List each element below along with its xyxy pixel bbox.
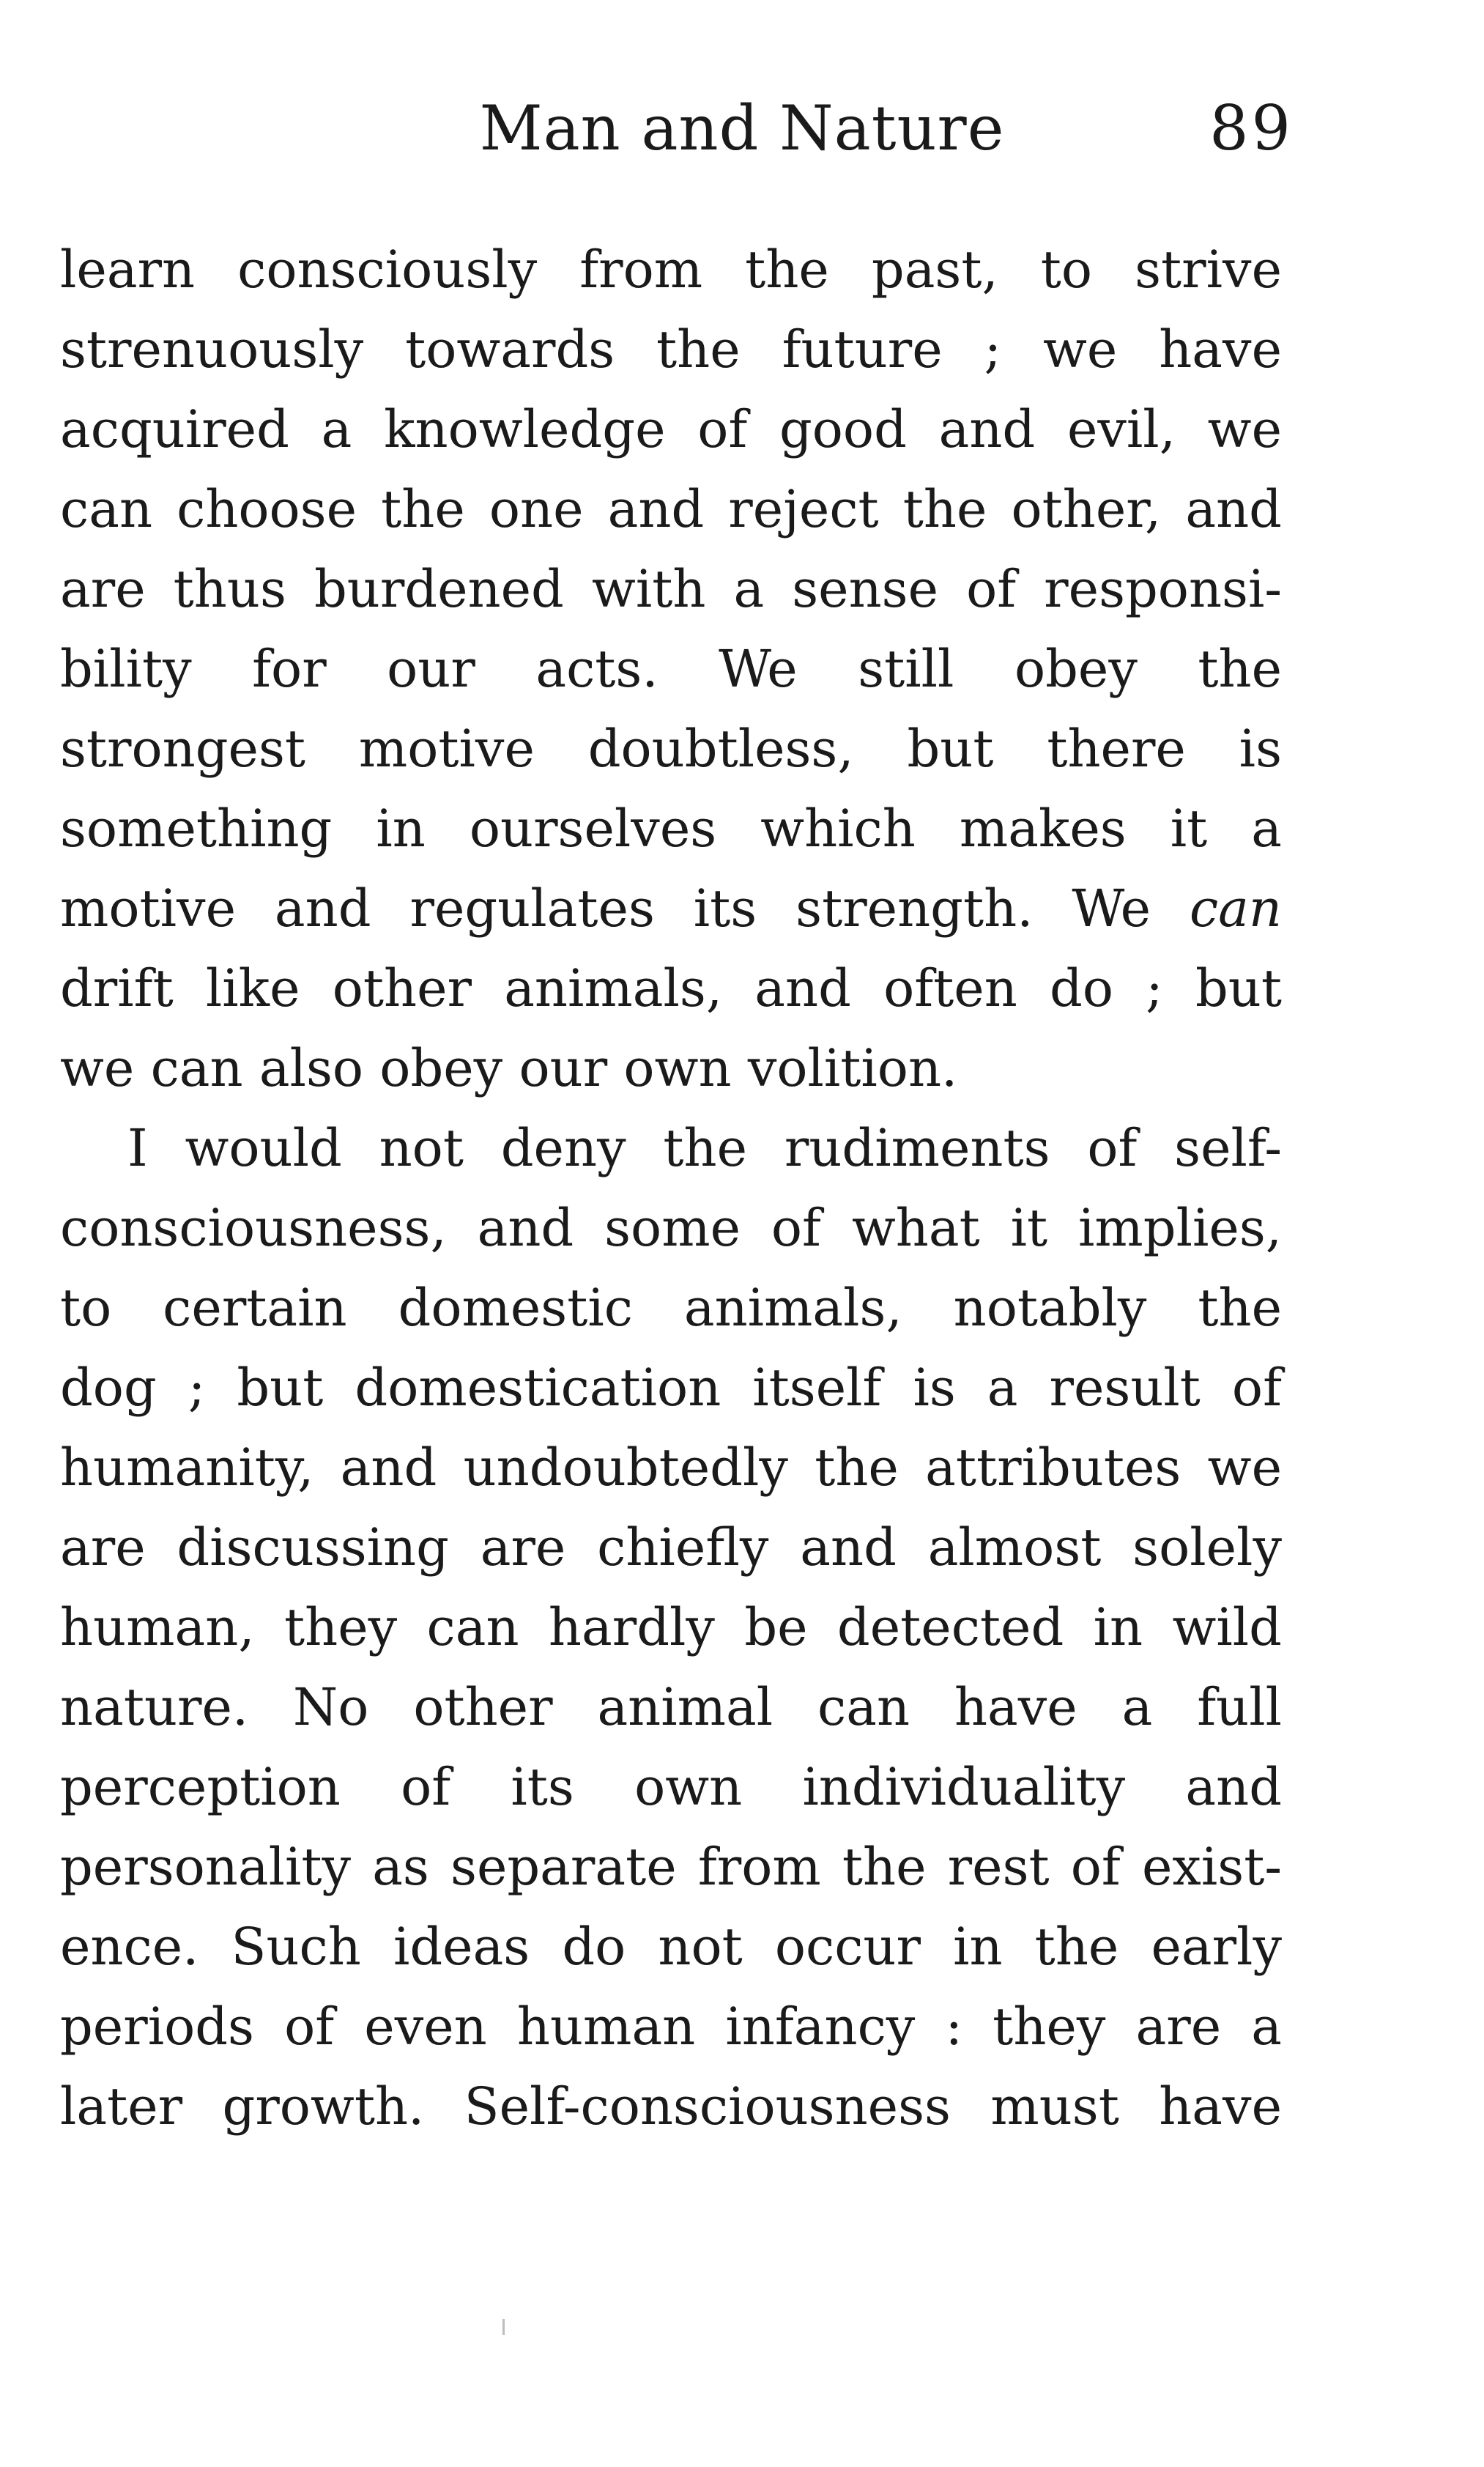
- paragraph-end-line: we can also obey our own volition.: [60, 1038, 958, 1098]
- text-line: later growth. Self-consciousness must have: [60, 2076, 1282, 2137]
- running-head: [0, 88, 1484, 169]
- page-number: 89: [1209, 92, 1294, 164]
- text-line: strongest motive doubtless, but there is: [60, 719, 1282, 779]
- text-line: ence. Such ideas do not occur in the early: [60, 1917, 1282, 1977]
- text-line: can choose the one and reject the other, and: [60, 479, 1282, 539]
- text-line: learn consciously from the past, to strive: [60, 240, 1282, 300]
- text-line: periods of even human infancy : they are a: [60, 1997, 1282, 2057]
- running-title: Man and Nature: [479, 92, 1005, 164]
- text-line-with-emphasis: [60, 869, 1282, 949]
- body-text: [60, 230, 1282, 2147]
- text-segment: motive and regulates its strength. We: [60, 879, 1190, 939]
- paper-speck: [502, 2319, 505, 2335]
- text-line: personality as separate from the rest of exist-: [60, 1837, 1282, 1897]
- text-line: acquired a knowledge of good and evil, we: [60, 399, 1282, 459]
- text-line: are thus burdened with a sense of responsi-: [60, 559, 1282, 619]
- text-line: something in ourselves which makes it a: [60, 799, 1282, 859]
- text-line: bility for our acts. We still obey the: [60, 639, 1282, 699]
- emphasized-word: can: [1189, 879, 1282, 939]
- text-line: are discussing are chiefly and almost solely: [60, 1517, 1282, 1578]
- paragraph-start-line: I would not deny the rudiments of self-: [127, 1118, 1282, 1178]
- text-line: humanity, and undoubtedly the attributes we: [60, 1438, 1282, 1498]
- text-line: strenuously towards the future ; we have: [60, 319, 1282, 380]
- text-line: human, they can hardly be detected in wild: [60, 1597, 1282, 1657]
- text-line: drift like other animals, and often do ; but: [60, 958, 1282, 1018]
- text-line: nature. No other animal can have a full: [60, 1677, 1282, 1737]
- text-line: to certain domestic animals, notably the: [60, 1278, 1282, 1338]
- text-line: consciousness, and some of what it implies,: [60, 1198, 1282, 1258]
- text-line: dog ; but domestication itself is a result of: [60, 1358, 1282, 1418]
- text-line: perception of its own individuality and: [60, 1757, 1282, 1817]
